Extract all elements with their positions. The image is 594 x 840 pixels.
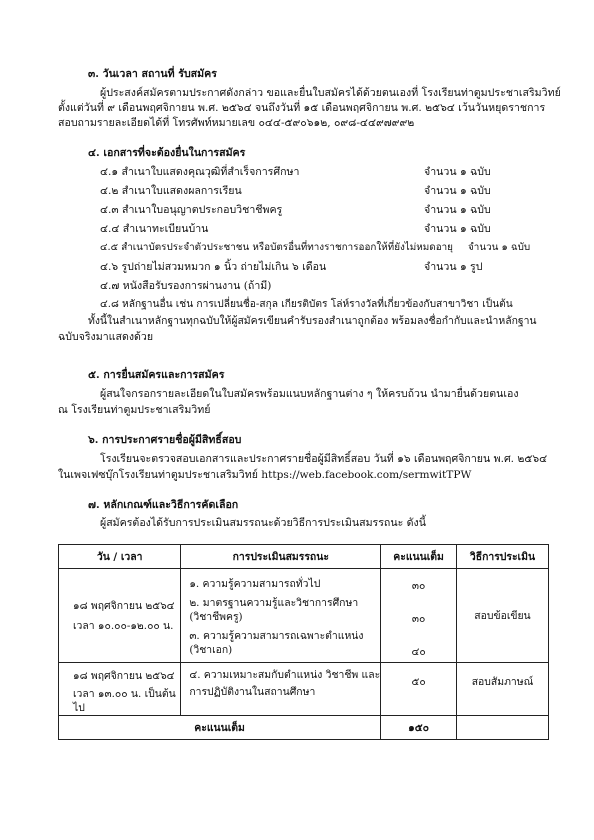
section-3-line-3: สอบถามรายละเอียดได้ที่ โทรศัพท์หมายเลข ๐๔๔-๕๙๐๖๑๒, ๐๙๘-๔๔๙๗๙๙๒ (58, 117, 415, 129)
doc-item-label: ๔.๒ สำเนาใบแสดงผลการเรียน (100, 185, 242, 197)
criteria-cell (181, 663, 381, 716)
method-cell (456, 569, 548, 663)
total-empty-cell (456, 716, 548, 740)
total-label (59, 716, 381, 740)
score-cell (381, 663, 457, 716)
date-text: ๑๘ พฤศจิกายน ๒๕๖๔ (73, 670, 175, 682)
doc-item-qty: จำนวน ๑ ฉบับ (424, 204, 491, 216)
doc-item-qty: จำนวน ๑ รูป (424, 261, 483, 273)
doc-item-qty: จำนวน ๑ ฉบับ (424, 166, 491, 178)
doc-item-label: ๔.๓ สำเนาใบอนุญาตประกอบวิชาชีพครู (100, 204, 283, 216)
criteria-item: ๓. ความรู้ความสามารถเฉพาะตำแหน่ง (189, 630, 364, 642)
date-text: ๑๘ พฤศจิกายน ๒๕๖๔ (73, 600, 175, 612)
date-cell (59, 663, 181, 716)
section-5-line-1: ผู้สนใจกรอกรายละเอียดในใบสมัครพร้อมแนบหลักฐานต่าง ๆ ให้ครบถ้วน นำมายื่นด้วยตนเอง (100, 388, 519, 400)
score-value: ๓๐ (411, 613, 426, 625)
time-text: เวลา ๑๐.๐๐-๑๒.๐๐ น. (73, 620, 174, 632)
table-row (59, 569, 549, 663)
criteria-item: การปฏิบัติงานในสถานศึกษา (189, 686, 316, 698)
doc-item-label: ๔.๖ รูปถ่ายไม่สวมหมวก ๑ นิ้ว ถ่ายไม่เกิน ๖ เดือน (100, 261, 327, 273)
method-cell (456, 663, 548, 716)
table-header-row (59, 545, 549, 569)
total-value-text: ๑๕๐ (408, 721, 429, 734)
criteria-cell (181, 569, 381, 663)
section-4-note-line-2: ฉบับจริงมาแสดงด้วย (58, 331, 154, 343)
doc-item-label: ๔.๕ สำเนาบัตรประจำตัวประชาชน หรือบัตรอื่นที่ทางราชการออกให้ที่ยังไม่หมดอายุ (100, 242, 453, 253)
criteria-item: (วิชาชีพครู) (189, 611, 243, 623)
doc-item-label: ๔.๔ สำเนาทะเบียนบ้าน (100, 223, 209, 235)
header-method: วิธีการประเมิน (456, 545, 548, 569)
doc-item-label: ๔.๑ สำเนาใบแสดงคุณวุฒิที่สำเร็จการศึกษา (100, 166, 300, 178)
score-value: ๔๐ (411, 646, 426, 658)
section-7-title: ๗. หลักเกณฑ์และวิธีการคัดเลือก (88, 499, 239, 511)
section-6-line-1: โรงเรียนจะตรวจสอบเอกสารและประกาศรายชื่อผู้มีสิทธิ์สอบ วันที่ ๑๖ เดือนพฤศจิกายน พ.ศ. ๒๕๖๔ (100, 453, 548, 465)
table-total-row (59, 716, 549, 740)
section-4-note-line-1: ทั้งนี้ในสำเนาหลักฐานทุกฉบับให้ผู้สมัครเขียนคำรับรองสำเนาถูกต้อง พร้อมลงชื่อกำกับและนำหลักฐาน (88, 315, 537, 327)
section-3-title: ๓. วันเวลา สถานที่ รับสมัคร (88, 68, 217, 80)
score-value: ๓๐ (411, 580, 426, 592)
assessment-table (58, 544, 549, 740)
doc-item-qty: จำนวน ๑ ฉบับ (424, 185, 491, 197)
section-4-title: ๔. เอกสารที่จะต้องยื่นในการสมัคร (88, 147, 246, 159)
section-5-title: ๕. การยื่นสมัครและการสมัคร (88, 369, 225, 381)
criteria-item: (วิชาเอก) (189, 644, 233, 656)
method-text: สอบสัมภาษณ์ (471, 676, 534, 688)
criteria-item: ๒. มาตรฐานความรู้และวิชาการศึกษา (189, 597, 359, 609)
doc-item-label: ๔.๘ หลักฐานอื่น เช่น การเปลี่ยนชื่อ-สกุล เกียรติบัตร โล่ห์รางวัลที่เกี่ยวข้องกับสาขาวิชา เป็นต้น (100, 299, 513, 310)
header-criteria: การประเมินสมรรถนะ (181, 545, 381, 569)
section-6-title: ๖. การประกาศรายชื่อผู้มีสิทธิ์สอบ (88, 434, 242, 446)
section-3-line-1: ผู้ประสงค์สมัครตามประกาศดังกล่าว ขอและยื่นใบสมัครได้ด้วยตนเองที่ โรงเรียนท่าตูมประชาเสริมวิทย์ (100, 87, 561, 99)
section-5-line-2: ณ โรงเรียนท่าตูมประชาเสริมวิทย์ (58, 404, 211, 416)
total-value (381, 716, 457, 740)
score-value: ๕๐ (411, 676, 426, 688)
section-6-line-2: ในเพจเฟซบุ๊กโรงเรียนท่าตูมประชาเสริมวิทย์ https://web.facebook.com/sermwitTPW (58, 469, 472, 481)
section-3-line-2: ตั้งแต่วันที่ ๙ เดือนพฤศจิกายน พ.ศ. ๒๕๖๔ จนถึงวันที่ ๑๕ เดือนพฤศจิกายน พ.ศ. ๒๕๖๔ เว้นวันหยุดราชการ (58, 102, 546, 114)
criteria-item: ๔. ความเหมาะสมกับตำแหน่ง วิชาชีพ และ (189, 669, 381, 681)
time-text: เวลา ๑๓.๐๐ น. เป็นต้นไป (73, 688, 176, 714)
section-7-intro: ผู้สมัครต้องได้รับการประเมินสมรรถนะด้วยวิธีการประเมินสมรรถนะ ดังนี้ (100, 517, 426, 529)
doc-item-qty: จำนวน ๑ ฉบับ (468, 242, 531, 253)
date-cell (59, 569, 181, 663)
table-row (59, 663, 549, 716)
header-score: คะแนนเต็ม (381, 545, 457, 569)
header-date: วัน / เวลา (59, 545, 181, 569)
total-label-text: คะแนนเต็ม (194, 721, 245, 734)
doc-item-label: ๔.๗ หนังสือรับรองการผ่านงาน (ถ้ามี) (100, 280, 272, 292)
method-text: สอบข้อเขียน (474, 609, 531, 622)
criteria-item: ๑. ความรู้ความสามารถทั่วไป (189, 578, 321, 590)
score-cell (381, 569, 457, 663)
doc-item-qty: จำนวน ๑ ฉบับ (424, 223, 491, 235)
